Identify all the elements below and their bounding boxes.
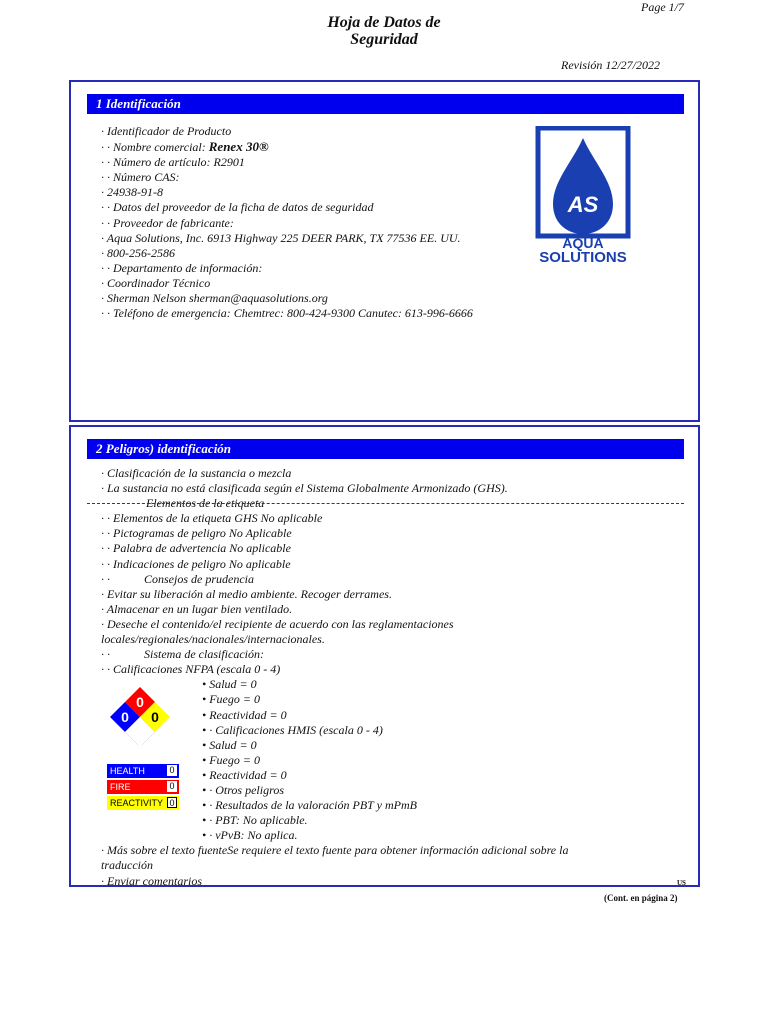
identification-lines bbox=[101, 124, 473, 321]
rating-line: • · PBT: No aplicable. bbox=[202, 813, 308, 828]
nfpa-health-value: 0 bbox=[121, 709, 129, 725]
text-line: · Aqua Solutions, Inc. 6913 Highway 225 DEER PARK, TX 77536 EE. UU. bbox=[101, 230, 461, 245]
hmis-reactivity-row: REACTIVITY 0 bbox=[107, 796, 179, 810]
product-name: Renex 30® bbox=[208, 139, 269, 155]
rating-line: • Reactividad = 0 bbox=[202, 707, 287, 722]
text-line: · Evitar su liberación al medio ambiente. Recoger derrames. bbox=[101, 586, 392, 601]
text-line: · · Teléfono de emergencia: Chemtrec: 800-424-9300 Canutec: 613-996-6666 bbox=[101, 306, 473, 321]
document-title-line2: Seguridad bbox=[350, 31, 418, 48]
rating-line: • Salud = 0 bbox=[202, 737, 257, 752]
text-line: · Enviar comentarios bbox=[101, 873, 202, 888]
text-line: · · Calificaciones NFPA (escala 0 - 4) bbox=[101, 662, 281, 677]
rating-line: • · Calificaciones HMIS (escala 0 - 4) bbox=[202, 722, 383, 737]
rating-line: • · Otros peligros bbox=[202, 782, 284, 797]
rating-line: • Fuego = 0 bbox=[202, 692, 260, 707]
logo-text-aqua: AQUA bbox=[562, 235, 604, 251]
text-line: · Más sobre el texto fuenteSe requiere el texto fuente para obtener información adicional sobre la bbox=[101, 843, 569, 858]
divider bbox=[87, 503, 684, 504]
logo-text-solutions: SOLUTIONS bbox=[539, 249, 627, 266]
text-line: · 800-256-2586 bbox=[101, 245, 175, 260]
text-line: · · Datos del proveedor de la ficha de datos de seguridad bbox=[101, 200, 374, 215]
rating-line: • Reactividad = 0 bbox=[202, 767, 287, 782]
nfpa-diamond bbox=[105, 685, 175, 745]
text-line: traducción bbox=[101, 858, 153, 873]
footer-mark: US bbox=[677, 879, 686, 887]
rating-line: • · Resultados de la valoración PBT y mPmB bbox=[202, 798, 417, 813]
text-line: · · Sistema de clasificación: bbox=[101, 647, 264, 662]
hmis-label bbox=[107, 764, 179, 812]
text-line: · Sherman Nelson sherman@aquasolutions.org bbox=[101, 291, 328, 306]
section-heading: 2 Peligros) identificación bbox=[87, 439, 684, 459]
text-line: · Clasificación de la sustancia o mezcla bbox=[101, 466, 292, 480]
document-title-line1: Hoja de Datos de bbox=[327, 14, 441, 31]
text-line: · Coordinador Técnico bbox=[101, 275, 211, 290]
text-line: · · Consejos de prudencia bbox=[101, 571, 254, 586]
section-hazards bbox=[69, 425, 700, 887]
section-heading: 1 Identificación bbox=[87, 94, 684, 114]
aqua-solutions-logo bbox=[528, 126, 638, 266]
logo-mark: AS bbox=[567, 192, 599, 217]
text-line: · · Número CAS: bbox=[101, 170, 180, 185]
classification-heading: Sistema de clasificación: bbox=[144, 647, 264, 662]
text-line: · Desechе el contenido/el recipiente de acuerdo con las reglamentaciones bbox=[101, 616, 454, 631]
text-line: · · Departamento de información: bbox=[101, 260, 263, 275]
label-elements-heading: Elementos de la etiqueta bbox=[146, 496, 265, 511]
rating-line: • · vPvB: No aplica. bbox=[202, 828, 298, 843]
revision-date: Revisión 12/27/2022 bbox=[561, 58, 660, 72]
text-line: · · Palabra de advertencia No aplicable bbox=[101, 541, 291, 556]
text-line: · 24938-91-8 bbox=[101, 185, 163, 200]
rating-line: • Salud = 0 bbox=[202, 677, 257, 692]
text-line: · · Elementos de la etiqueta GHS No aplicable bbox=[101, 511, 323, 526]
text-line: · · Pictogramas de peligro No Aplicable bbox=[101, 526, 292, 541]
prudence-heading: Consejos de prudencia bbox=[144, 571, 254, 586]
text-line: · La sustancia no está clasificada según el Sistema Globalmente Armonizado (GHS). bbox=[101, 481, 508, 496]
page-number: Page 1/7 bbox=[641, 0, 684, 14]
rating-line: • Fuego = 0 bbox=[202, 752, 260, 767]
text-line: · · Proveedor de fabricante: bbox=[101, 215, 234, 230]
text-line: locales/regionales/nacionales/internacionales. bbox=[101, 632, 325, 647]
text-line: · · Indicaciones de peligro No aplicable bbox=[101, 556, 291, 571]
text-line: · Almacenar en un lugar bien ventilado. bbox=[101, 601, 293, 616]
continued-note: (Cont. en página 2) bbox=[604, 893, 678, 903]
text-line: · Identificador de Producto bbox=[101, 124, 232, 138]
section-identification bbox=[69, 80, 700, 422]
nfpa-reactivity-value: 0 bbox=[151, 709, 159, 725]
hmis-fire-row: FIRE 0 bbox=[107, 780, 179, 794]
text-line: · · Nombre comercial: Renex 30® bbox=[101, 139, 269, 155]
hmis-health-row: HEALTH 0 bbox=[107, 764, 179, 778]
hazard-lines bbox=[101, 466, 568, 889]
text-line: · · Número de artículo: R2901 bbox=[101, 155, 245, 170]
nfpa-fire-value: 0 bbox=[136, 694, 144, 710]
